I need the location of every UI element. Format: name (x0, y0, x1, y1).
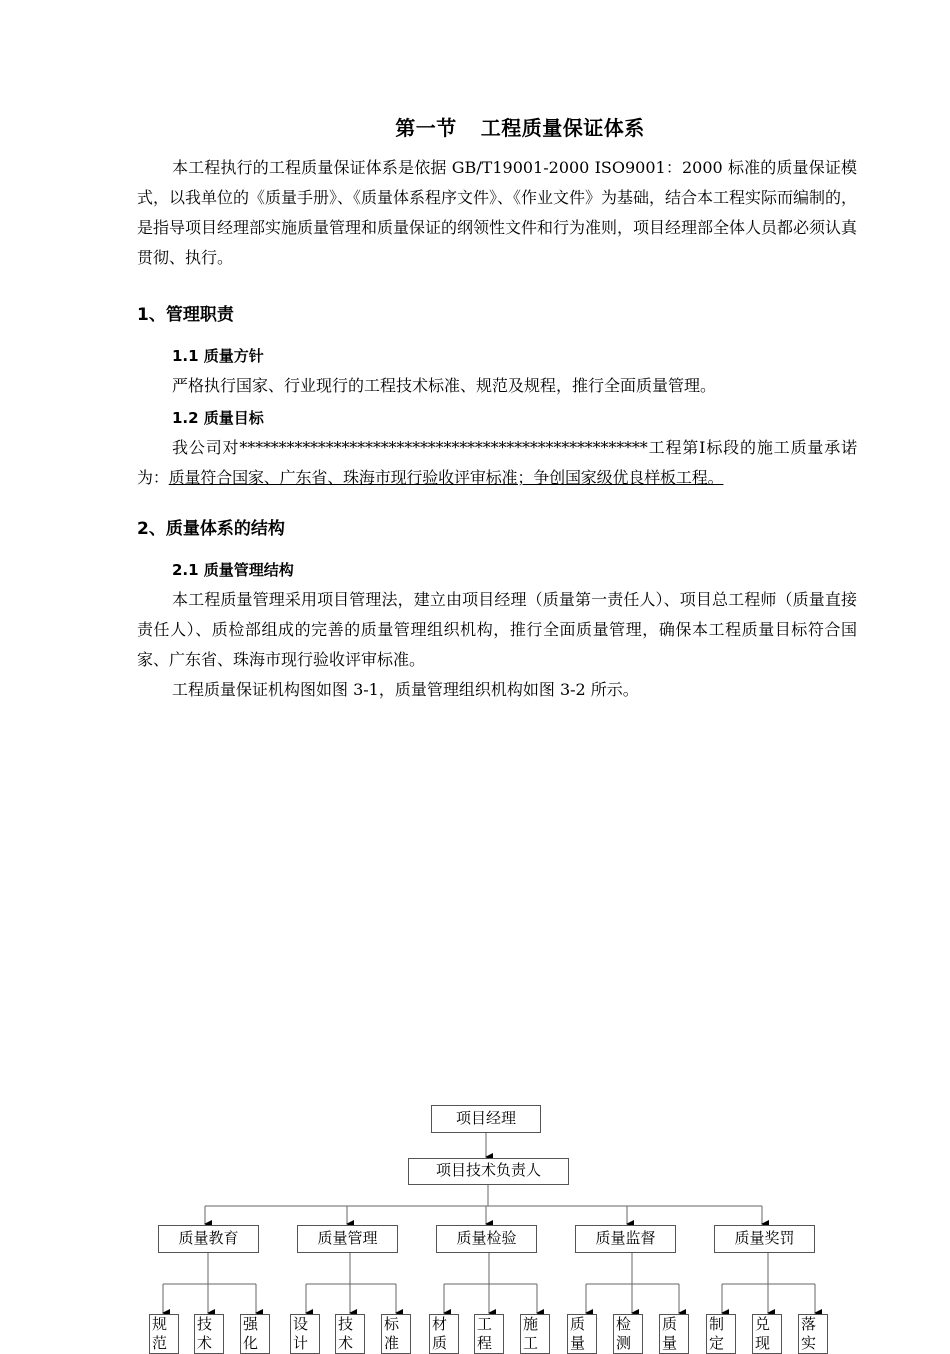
org-node-quality-rewards-penalties: 质量奖罚 (714, 1225, 815, 1253)
org-leaf-label: 质 量 (662, 1315, 678, 1352)
org-leaf-node (290, 1314, 320, 1354)
figure-reference-text: 工程质量保证机构图如图 3-1，质量管理组织机构如图 3-2 所示。 (172, 680, 639, 699)
heading-quality-system-structure: 2、质量体系的结构 (137, 519, 285, 539)
org-leaf-node (706, 1314, 736, 1354)
section-title (0, 112, 950, 141)
org-leaf-label: 制 定 (709, 1315, 725, 1352)
org-leaf-node (567, 1314, 597, 1354)
quality-policy-text: 严格执行国家、行业现行的工程技术标准、规范及规程，推行全面质量管理。 (172, 376, 717, 395)
org-leaf-node (149, 1314, 179, 1354)
org-leaf-label: 质 量 (570, 1315, 586, 1352)
org-leaf-label: 标 准 (384, 1315, 400, 1352)
org-leaf-label: 技 术 (197, 1315, 213, 1352)
org-leaf-label: 强 化 (243, 1315, 259, 1352)
heading-management-duties: 1、管理职责 (137, 305, 234, 325)
org-leaf-node (429, 1314, 459, 1354)
quality-target-commitment: 质量符合国家、广东省、珠海市现行验收评审标准；争创国家级优良样板工程。 (168, 468, 724, 487)
quality-target-lead: 我公司对****************************************************工程第Ⅰ标段的施工质量承诺为： (137, 438, 857, 487)
quality-target-text (137, 433, 857, 493)
heading-quality-management-structure: 2.1 质量管理结构 (172, 561, 294, 579)
org-leaf-node (613, 1314, 643, 1354)
org-node-project-manager: 项目经理 (431, 1105, 541, 1133)
org-node-quality-education: 质量教育 (158, 1225, 259, 1253)
quality-management-structure-text: 本工程质量管理采用项目管理法，建立由项目经理（质量第一责任人）、项目总工程师（质量直接责任人）、质检部组成的完善的质量管理组织机构，推行全面质量管理，确保本工程质量目标符合国家、广东省、珠海市现行验收评审标准。 (137, 590, 857, 669)
org-node-quality-supervision: 质量监督 (575, 1225, 676, 1253)
org-node-quality-management: 质量管理 (297, 1225, 398, 1253)
org-leaf-node (798, 1314, 828, 1354)
org-leaf-label: 施 工 (523, 1315, 539, 1352)
org-leaf-label: 检 测 (616, 1315, 632, 1352)
section-title-number: 第一节 (395, 116, 457, 140)
org-leaf-label: 落 实 (801, 1315, 817, 1352)
org-node-quality-inspection: 质量检验 (436, 1225, 537, 1253)
org-node-technical-lead: 项目技术负责人 (408, 1158, 569, 1185)
org-leaf-node (240, 1314, 270, 1354)
org-leaf-node (194, 1314, 224, 1354)
intro-paragraph: 本工程执行的工程质量保证体系是依据 GB/T19001-2000 ISO9001：2000 标准的质量保证模式，以我单位的《质量手册》、《质量体系程序文件》、《作业文件》为基础，结合本工程实际而编制的，是指导项目经理部实施质量管理和质量保证的纲领性文件和行为准则，项目经理部全体人员都必须认真贯彻、执行。 (137, 158, 858, 267)
org-leaf-label: 规 范 (152, 1315, 168, 1352)
org-leaf-label: 工 程 (477, 1315, 493, 1352)
org-leaf-node (659, 1314, 689, 1354)
org-leaf-label: 材 质 (432, 1315, 448, 1352)
org-leaf-label: 兑 现 (755, 1315, 771, 1352)
org-leaf-node (520, 1314, 550, 1354)
org-leaf-node (381, 1314, 411, 1354)
org-leaf-node (474, 1314, 504, 1354)
org-leaf-node (335, 1314, 365, 1354)
quality-assurance-org-chart (0, 1095, 950, 1352)
org-leaf-label: 技 术 (338, 1315, 354, 1352)
org-leaf-label: 设 计 (293, 1315, 309, 1352)
org-leaf-node (752, 1314, 782, 1354)
heading-quality-policy: 1.1 质量方针 (172, 347, 264, 365)
heading-quality-target: 1.2 质量目标 (172, 409, 264, 427)
section-title-text: 工程质量保证体系 (480, 116, 645, 140)
